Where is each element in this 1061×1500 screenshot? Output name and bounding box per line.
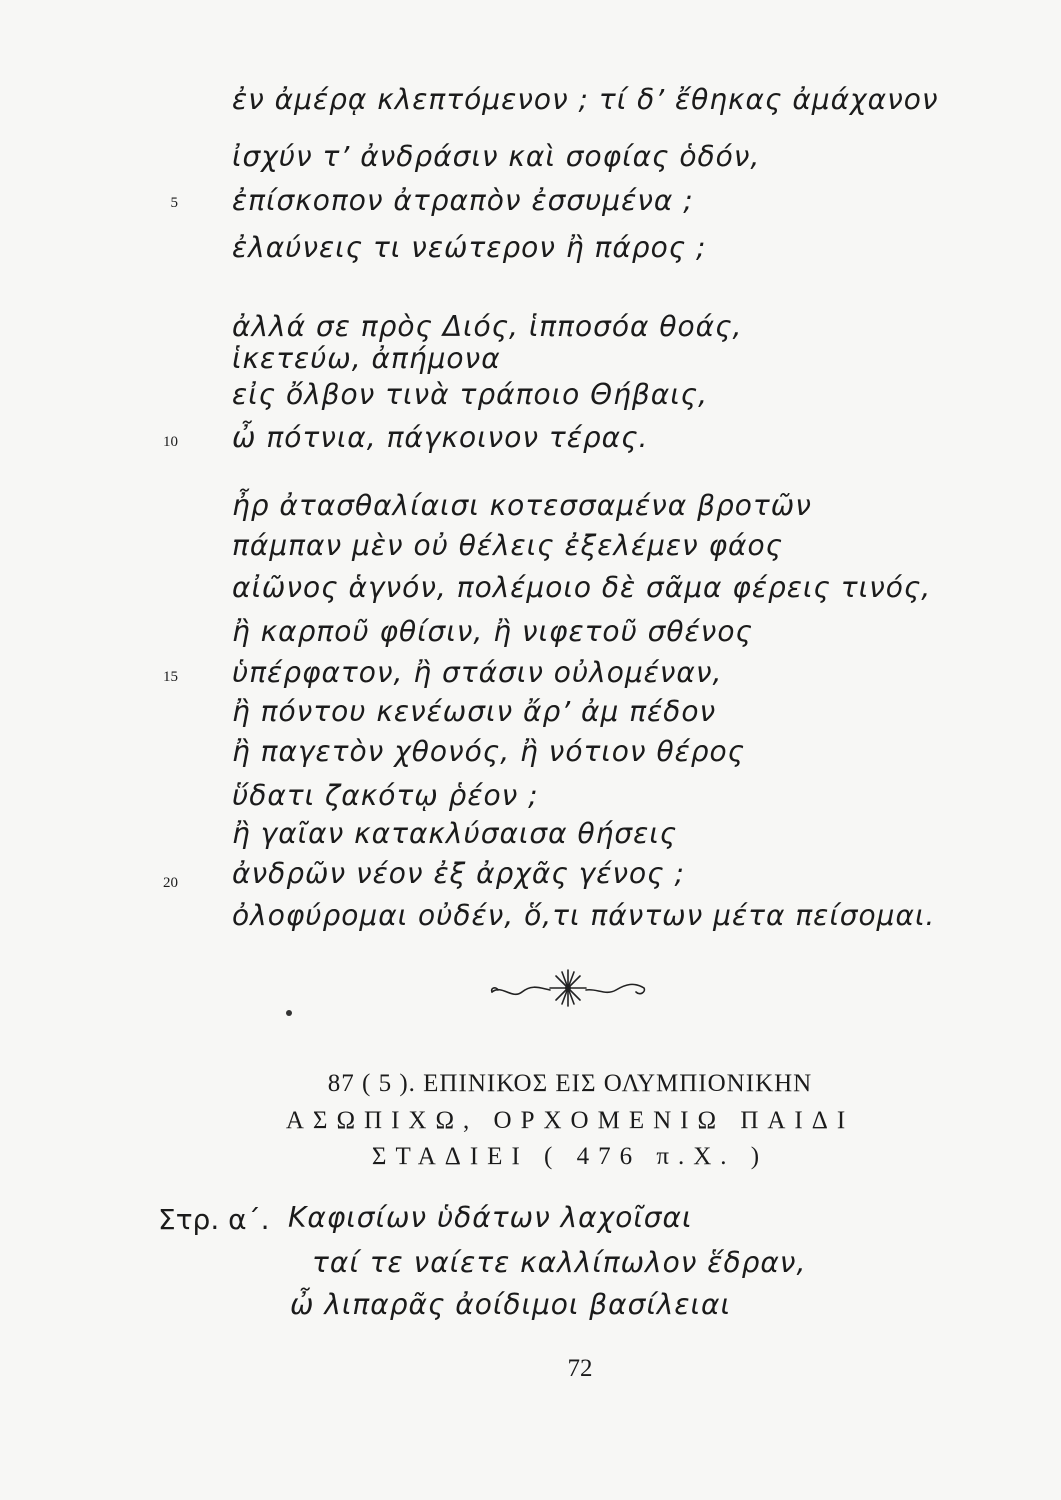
strophe-line: ὦ λιπαρᾶς ἀοίδιμοι βασίλειαι [290, 1288, 731, 1321]
ode-title-line-3: ΣΤΑΔΙΕΙ ( 476 π.Χ. ) [371, 1143, 769, 1170]
line-number: 20 [163, 875, 178, 891]
strophe-line: Καφισίων ὑδάτων λαχοῖσαι [288, 1201, 693, 1234]
ode-title-line-1: 87 ( 5 ). ΕΠΙΝΙΚΟΣ ΕΙΣ ΟΛΥΜΠΙΟΝΙΚΗΝ [327, 1070, 813, 1097]
poem-line: εἰς ὄλβον τινὰ τράποιο Θήβαις, [232, 378, 709, 411]
floral-ornament-icon [488, 966, 648, 1010]
poem-line: ὑπέρφατον, ἢ στάσιν οὐλομέναν, [232, 656, 723, 689]
ink-dot [286, 1010, 292, 1016]
poem-line: ἱκετεύω, ἀπήμονα [232, 342, 501, 375]
poem-line: ἢ γαῖαν κατακλύσαισα θήσεις [232, 817, 678, 850]
poem-line: ὦ πότνια, πάγκοινον τέρας. [232, 421, 649, 454]
line-number: 15 [163, 669, 178, 685]
poem-line: ἀλλά σε πρὸς Διός, ἱπποσόα θοάς, [232, 310, 743, 343]
poem-line: ἀνδρῶν νέον ἐξ ἀρχᾶς γένος ; [232, 857, 685, 890]
ode-title-line-2: ΑΣΩΠΙΧΩ, ΟΡΧΟΜΕΝΙΩ ΠΑΙΔΙ [285, 1107, 855, 1134]
page-number: 72 [567, 1355, 593, 1382]
poem-line: αἰῶνος ἁγνόν, πολέμοιο δὲ σᾶμα φέρεις τινός, [232, 571, 932, 604]
strophe-line: ταί τε ναίετε καλλίπωλον ἕδραν, [312, 1246, 807, 1279]
poem-line: ἐν ἀμέρᾳ κλεπτόμενον ; τί δ’ ἔθηκας ἀμάχανον [232, 83, 939, 116]
poem-line: ὕδατι ζακότῳ ῥέον ; [232, 779, 539, 812]
poem-line: ἰσχύν τ’ ἀνδράσιν καὶ σοφίας ὁδόν, [232, 140, 761, 173]
poem-line: ὀλοφύρομαι οὐδέν, ὅ,τι πάντων μέτα πείσομαι. [232, 899, 936, 932]
poem-line: πάμπαν μὲν οὐ θέλεις ἐξελέμεν φάος [232, 529, 784, 562]
line-number: 10 [163, 434, 178, 450]
poem-line: ἢ καρποῦ φθίσιν, ἢ νιφετοῦ σθένος [232, 615, 753, 648]
poem-line: ἦρ ἀτασθαλίαισι κοτεσσαμένα βροτῶν [232, 489, 812, 522]
poem-line: ἢ παγετὸν χθονός, ἢ νότιον θέρος [232, 735, 746, 768]
poem-line: ἐλαύνεις τι νεώτερον ἢ πάρος ; [232, 231, 707, 264]
strophe-label: Στρ. α΄. [158, 1203, 270, 1236]
line-number: 5 [170, 195, 178, 211]
poem-line: ἐπίσκοπον ἀτραπὸν ἐσσυμένα ; [232, 184, 694, 217]
poem-line: ἢ πόντου κενέωσιν ἄρ’ ἀμ πέδον [232, 695, 717, 728]
